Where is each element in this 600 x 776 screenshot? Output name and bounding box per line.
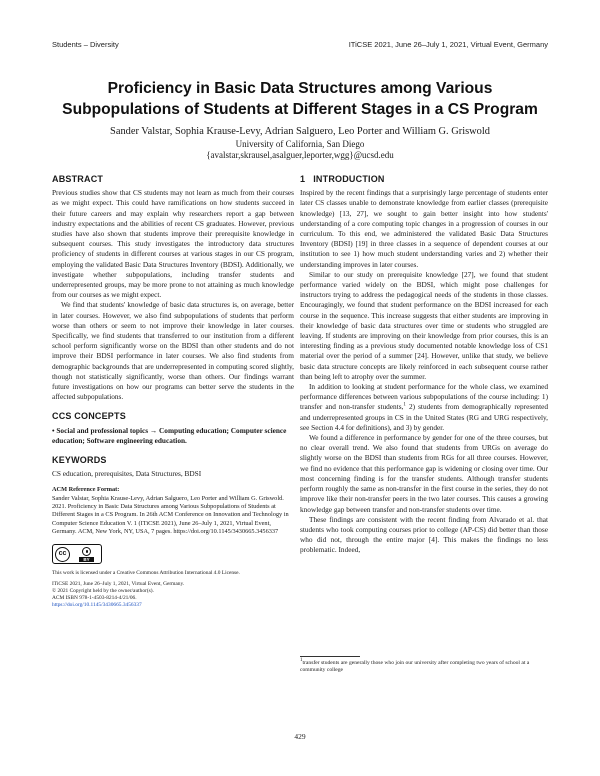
right-column: [300, 174, 548, 556]
keywords-heading: KEYWORDS: [52, 455, 107, 466]
acm-reference-format: [52, 486, 294, 536]
introduction-heading: [300, 174, 548, 184]
introduction-paragraph-5: These findings are consistent with the recent finding from Alvarado et al. that students who took computing courses prior to college (AP-CS) did better than those who did not, through the entire major [4]. This makes the findings no less problematic. Indeed,: [300, 514, 548, 555]
ccs-concepts-text: • Social and professional topics → Computing education; Computer science education; Software engineering education.: [52, 425, 287, 445]
footnote-mark: 1: [300, 658, 303, 664]
abstract-paragraph-1: Previous studies show that CS students may not learn as much from their courses as we might expect. This could have ramifications on how students succeed in their future careers and may explain why researchers report a gap between industry expectations and the abilities of recent CS graduates. However, previous studies have also shown that students improve their prerequisite knowledge in subsequent courses. This study investigates the introductory data structures proficiency of students in different courses at various stages in our CS program, employing the validated Basic Data Structures Inventory (BDSI). Additionally, we investigate whether subpopulations, including transfer students and underrepresented groups, may be more prone to not attaining as much knowledge from our courses as we might expect.: [52, 188, 294, 300]
introduction-paragraph-2: Similar to our study on prerequisite knowledge [27], we found that student performance varied widely on the BDSI, which might pose challenges for instructors trying to address the pedagogical needs of the students in those classes. Encouragingly, we found that student performance on the BDSI increased for each course in the sequence. This increase suggests that either students are improving in their knowledge of basic data structures over time or students who struggled are leaving. If students are improving on their knowledge from prior courses, this is an interesting finding as a previous study documented notable knowledge loss of CS1 material over the period of a summer [24]. However, unlike that study, we believe basic data structure concepts are likely reinforced in each subsequent course rather than being left to atrophy over the summer.: [300, 269, 548, 381]
footnote-rule: [300, 656, 360, 657]
author-block: [40, 126, 560, 161]
keywords-text: CS education, prerequisites, Data Structures, BDSI: [52, 469, 202, 479]
reference-format-label: ACM Reference Format:: [52, 486, 120, 494]
venue-line: ITiCSE 2021, June 26–July 1, 2021, Virtual Event, Germany.: [52, 581, 185, 588]
section-title: INTRODUCTION: [313, 174, 385, 184]
abstract-heading: ABSTRACT: [52, 174, 104, 184]
running-header-left: Students – Diversity: [52, 40, 119, 49]
introduction-paragraph-4: We found a difference in performance by gender for one of the three courses, but no clear overall trend. We also found that students from URGs on average do slightly worse on the BDSI than students from RGs for all three courses. However, we find no evidence that this performance gap is widening or closing over time. Our most concerning finding is for the transfer students. Although transfer students perform roughly the same as non-transfer in the first course in the series, they do not improve like their non-transfer peers in the two later courses. This causes a growing knowledge gap between transfer and non-transfer students over time.: [300, 433, 548, 514]
page-number: 429: [294, 732, 306, 741]
introduction-paragraph-1: Inspired by the recent findings that a surprisingly large percentage of students enter later CS classes unable to demonstrate knowledge from earlier classes (prerequisite knowledge) [13, 27], we sought to gain better insight into how students' understanding of a core computing topic changes in a progression of courses in our curriculum. To this end, we administered the validated Basic Data Structures Inventory (BDSI) [19] in three classes in a sequence of dependent courses at our institution to see 1) how much student understanding varies and 2) whether their understanding improves in later courses.: [300, 188, 548, 269]
footnote-text: transfer students are generally those who join our university after completing two years of school at a community college: [300, 660, 530, 674]
attribution-person-icon: [82, 547, 91, 556]
ccs-section: [52, 411, 294, 446]
author-emails: {avalstar,skrausel,asalguer,leporter,wgg}@ucsd.edu: [206, 149, 394, 160]
cc-by-label: BY: [79, 557, 93, 562]
running-header-right: ITiCSE 2021, June 26–July 1, 2021, Virtual Event, Germany: [348, 40, 548, 49]
license-statement: This work is licensed under a Creative Commons Attribution International 4.0 License.: [52, 570, 240, 577]
ccs-heading: CCS CONCEPTS: [52, 411, 126, 422]
cc-logo-icon: cc: [55, 547, 70, 562]
author-affiliation: University of California, San Diego: [235, 138, 365, 149]
footnote-marker[interactable]: 1: [403, 403, 406, 409]
paper-title-line-1: Proficiency in Basic Data Structures among Various: [107, 80, 493, 97]
introduction-paragraph-3: [300, 382, 548, 433]
introduction-paragraph-3-end: 2) students from demographically represented and underrepresented groups in CS in the United States (RG and URG respectively, see Section 4.4 for definitions), and 3) by gender.: [300, 402, 548, 432]
paper-title-line-2: Subpopulations of Students at Different Stages in a CS Program: [62, 101, 538, 118]
license-badge-row: [52, 544, 294, 564]
section-number: 1: [300, 174, 306, 184]
copyright-line: © 2021 Copyright held by the owner/author(s).: [52, 588, 154, 595]
left-column: [52, 174, 294, 609]
introduction-paragraph-3-start: In addition to looking at student performance for the whole class, we examined performance differences between various subpopulations of the course including: 1) transfer and non-transfer students,: [300, 382, 548, 412]
paper-title: [40, 78, 560, 120]
creative-commons-by-badge[interactable]: [52, 544, 102, 564]
keywords-section: [52, 455, 294, 479]
abstract-paragraph-2: We find that students' knowledge of basic data structures is, on average, better in later courses. However, we also find subpopulations of students that perform worse than others or seem to not improve their knowledge in later courses. Specifically, we find students that transferred to our institution from a different school perform significantly worse on the BDSI than other students and do not improve their BDSI performance in later courses. We also find students from demographic backgrounds that are underrepresented in computing scored slightly, though not statistically significantly, worse than others. Our findings warrant future investigations on how our programs can better serve the students in the affected subpopulations.: [52, 300, 294, 402]
isbn-line: ACM ISBN 978-1-4503-8214-4/21/06.: [52, 595, 137, 602]
doi-link[interactable]: https://doi.org/10.1145/3430665.3456337: [52, 602, 142, 609]
reference-format-text: Sander Valstar, Sophia Krause-Levy, Adrian Salguero, Leo Porter and William G. Griswold. 2021. Proficiency in Basic Data Structures among Various Subpopulations of Students at Different Stages in a CS Program. In 26th ACM Conference on Innovation and Technology in Computer Science Education V. 1 (ITiCSE 2021), June 26–July 1, 2021, Virtual Event, Germany. ACM, New York, NY, USA, 7 pages. https://doi.org/10.1145/3430665.3456337: [52, 494, 289, 535]
author-names: Sander Valstar, Sophia Krause-Levy, Adrian Salguero, Leo Porter and William G. Griswold: [110, 126, 490, 137]
publication-meta: [52, 581, 294, 609]
footnote: [300, 656, 548, 674]
